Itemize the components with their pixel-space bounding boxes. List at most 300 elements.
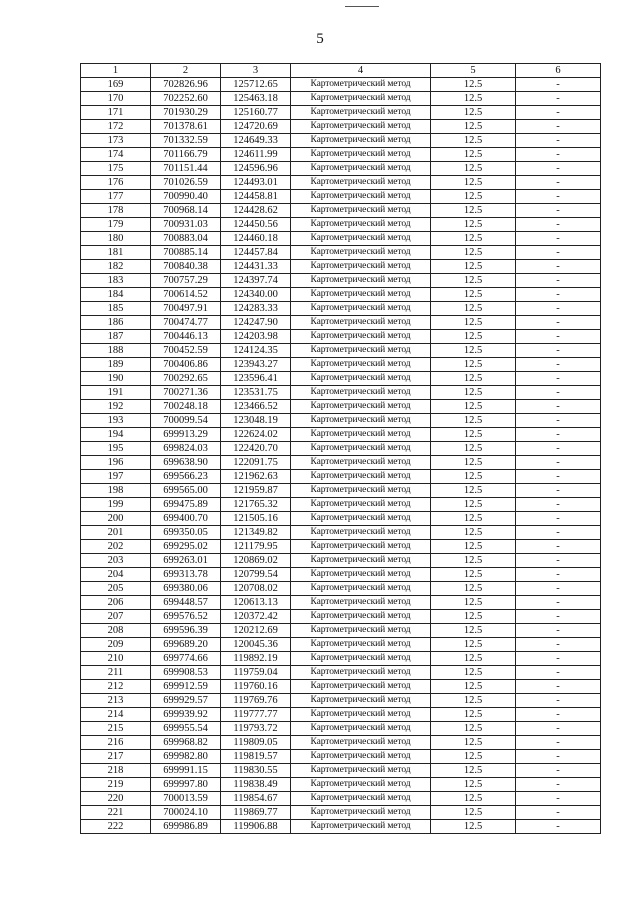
table-row xyxy=(81,498,601,512)
x-coordinate-cell: 699313.78 xyxy=(151,568,221,582)
y-coordinate-cell: 121962.63 xyxy=(221,470,291,484)
method-cell: Картометрический метод xyxy=(291,806,431,820)
y-coordinate-cell: 124431.33 xyxy=(221,260,291,274)
note-cell: - xyxy=(516,176,601,190)
point-number-cell: 179 xyxy=(81,218,151,232)
accuracy-cell: 12.5 xyxy=(431,344,516,358)
point-number-cell: 182 xyxy=(81,260,151,274)
y-coordinate-cell: 125160.77 xyxy=(221,106,291,120)
method-cell: Картометрический метод xyxy=(291,148,431,162)
table-row xyxy=(81,442,601,456)
table-row xyxy=(81,106,601,120)
point-number-cell: 213 xyxy=(81,694,151,708)
method-cell: Картометрический метод xyxy=(291,736,431,750)
note-cell: - xyxy=(516,92,601,106)
x-coordinate-cell: 699380.06 xyxy=(151,582,221,596)
table-row xyxy=(81,512,601,526)
y-coordinate-cell: 119809.05 xyxy=(221,736,291,750)
note-cell: - xyxy=(516,344,601,358)
note-cell: - xyxy=(516,302,601,316)
point-number-cell: 216 xyxy=(81,736,151,750)
method-cell: Картометрический метод xyxy=(291,232,431,246)
method-cell: Картометрический метод xyxy=(291,120,431,134)
table-row xyxy=(81,190,601,204)
y-coordinate-cell: 121349.82 xyxy=(221,526,291,540)
accuracy-cell: 12.5 xyxy=(431,554,516,568)
point-number-cell: 210 xyxy=(81,652,151,666)
x-coordinate-cell: 700968.14 xyxy=(151,204,221,218)
header-cell: 5 xyxy=(431,64,516,78)
note-cell: - xyxy=(516,78,601,92)
method-cell: Картометрический метод xyxy=(291,750,431,764)
note-cell: - xyxy=(516,526,601,540)
y-coordinate-cell: 123048.19 xyxy=(221,414,291,428)
method-cell: Картометрический метод xyxy=(291,176,431,190)
point-number-cell: 191 xyxy=(81,386,151,400)
x-coordinate-cell: 699350.05 xyxy=(151,526,221,540)
table-row xyxy=(81,78,601,92)
note-cell: - xyxy=(516,610,601,624)
y-coordinate-cell: 124283.33 xyxy=(221,302,291,316)
point-number-cell: 221 xyxy=(81,806,151,820)
table-row xyxy=(81,246,601,260)
note-cell: - xyxy=(516,540,601,554)
accuracy-cell: 12.5 xyxy=(431,204,516,218)
table-row xyxy=(81,764,601,778)
accuracy-cell: 12.5 xyxy=(431,750,516,764)
point-number-cell: 220 xyxy=(81,792,151,806)
accuracy-cell: 12.5 xyxy=(431,302,516,316)
note-cell: - xyxy=(516,680,601,694)
table-row xyxy=(81,792,601,806)
note-cell: - xyxy=(516,652,601,666)
point-number-cell: 219 xyxy=(81,778,151,792)
note-cell: - xyxy=(516,358,601,372)
table-row xyxy=(81,540,601,554)
note-cell: - xyxy=(516,414,601,428)
method-cell: Картометрический метод xyxy=(291,288,431,302)
accuracy-cell: 12.5 xyxy=(431,638,516,652)
y-coordinate-cell: 123466.52 xyxy=(221,400,291,414)
x-coordinate-cell: 699986.89 xyxy=(151,820,221,834)
point-number-cell: 198 xyxy=(81,484,151,498)
top-rule xyxy=(345,6,379,7)
table-row xyxy=(81,372,601,386)
method-cell: Картометрический метод xyxy=(291,162,431,176)
y-coordinate-cell: 124124.35 xyxy=(221,344,291,358)
x-coordinate-cell: 699991.15 xyxy=(151,764,221,778)
method-cell: Картометрический метод xyxy=(291,568,431,582)
method-cell: Картометрический метод xyxy=(291,792,431,806)
note-cell: - xyxy=(516,568,601,582)
method-cell: Картометрический метод xyxy=(291,316,431,330)
accuracy-cell: 12.5 xyxy=(431,806,516,820)
x-coordinate-cell: 699295.02 xyxy=(151,540,221,554)
note-cell: - xyxy=(516,190,601,204)
y-coordinate-cell: 119838.49 xyxy=(221,778,291,792)
accuracy-cell: 12.5 xyxy=(431,386,516,400)
point-number-cell: 204 xyxy=(81,568,151,582)
y-coordinate-cell: 119892.19 xyxy=(221,652,291,666)
accuracy-cell: 12.5 xyxy=(431,106,516,120)
point-number-cell: 215 xyxy=(81,722,151,736)
x-coordinate-cell: 699263.01 xyxy=(151,554,221,568)
method-cell: Картометрический метод xyxy=(291,554,431,568)
point-number-cell: 189 xyxy=(81,358,151,372)
point-number-cell: 208 xyxy=(81,624,151,638)
x-coordinate-cell: 699774.66 xyxy=(151,652,221,666)
accuracy-cell: 12.5 xyxy=(431,582,516,596)
accuracy-cell: 12.5 xyxy=(431,596,516,610)
y-coordinate-cell: 124460.18 xyxy=(221,232,291,246)
y-coordinate-cell: 124340.00 xyxy=(221,288,291,302)
note-cell: - xyxy=(516,246,601,260)
table-row xyxy=(81,708,601,722)
accuracy-cell: 12.5 xyxy=(431,414,516,428)
method-cell: Картометрический метод xyxy=(291,484,431,498)
table-row xyxy=(81,358,601,372)
note-cell: - xyxy=(516,694,601,708)
accuracy-cell: 12.5 xyxy=(431,484,516,498)
method-cell: Картометрический метод xyxy=(291,386,431,400)
x-coordinate-cell: 699596.39 xyxy=(151,624,221,638)
method-cell: Картометрический метод xyxy=(291,820,431,834)
y-coordinate-cell: 119869.77 xyxy=(221,806,291,820)
point-number-cell: 178 xyxy=(81,204,151,218)
table-row xyxy=(81,778,601,792)
y-coordinate-cell: 124611.99 xyxy=(221,148,291,162)
x-coordinate-cell: 700497.91 xyxy=(151,302,221,316)
note-cell: - xyxy=(516,232,601,246)
x-coordinate-cell: 700446.13 xyxy=(151,330,221,344)
note-cell: - xyxy=(516,386,601,400)
y-coordinate-cell: 121505.16 xyxy=(221,512,291,526)
table-row xyxy=(81,400,601,414)
table-row xyxy=(81,666,601,680)
x-coordinate-cell: 700840.38 xyxy=(151,260,221,274)
y-coordinate-cell: 120708.02 xyxy=(221,582,291,596)
note-cell: - xyxy=(516,106,601,120)
accuracy-cell: 12.5 xyxy=(431,694,516,708)
method-cell: Картометрический метод xyxy=(291,106,431,120)
method-cell: Картометрический метод xyxy=(291,610,431,624)
x-coordinate-cell: 700099.54 xyxy=(151,414,221,428)
x-coordinate-cell: 700406.86 xyxy=(151,358,221,372)
table-row xyxy=(81,162,601,176)
accuracy-cell: 12.5 xyxy=(431,260,516,274)
note-cell: - xyxy=(516,582,601,596)
x-coordinate-cell: 699955.54 xyxy=(151,722,221,736)
y-coordinate-cell: 124493.01 xyxy=(221,176,291,190)
page-number: 5 xyxy=(316,31,324,47)
x-coordinate-cell: 699913.29 xyxy=(151,428,221,442)
accuracy-cell: 12.5 xyxy=(431,624,516,638)
accuracy-cell: 12.5 xyxy=(431,778,516,792)
accuracy-cell: 12.5 xyxy=(431,820,516,834)
y-coordinate-cell: 123943.27 xyxy=(221,358,291,372)
note-cell: - xyxy=(516,470,601,484)
point-number-cell: 217 xyxy=(81,750,151,764)
table-row xyxy=(81,624,601,638)
note-cell: - xyxy=(516,498,601,512)
point-number-cell: 177 xyxy=(81,190,151,204)
note-cell: - xyxy=(516,162,601,176)
y-coordinate-cell: 120372.42 xyxy=(221,610,291,624)
method-cell: Картометрический метод xyxy=(291,218,431,232)
x-coordinate-cell: 699576.52 xyxy=(151,610,221,624)
method-cell: Картометрический метод xyxy=(291,694,431,708)
y-coordinate-cell: 124203.98 xyxy=(221,330,291,344)
accuracy-cell: 12.5 xyxy=(431,162,516,176)
point-number-cell: 184 xyxy=(81,288,151,302)
point-number-cell: 173 xyxy=(81,134,151,148)
method-cell: Картометрический метод xyxy=(291,764,431,778)
method-cell: Картометрический метод xyxy=(291,358,431,372)
accuracy-cell: 12.5 xyxy=(431,792,516,806)
method-cell: Картометрический метод xyxy=(291,372,431,386)
accuracy-cell: 12.5 xyxy=(431,400,516,414)
x-coordinate-cell: 701026.59 xyxy=(151,176,221,190)
accuracy-cell: 12.5 xyxy=(431,288,516,302)
x-coordinate-cell: 700292.65 xyxy=(151,372,221,386)
header-cell: 4 xyxy=(291,64,431,78)
x-coordinate-cell: 700931.03 xyxy=(151,218,221,232)
y-coordinate-cell: 124457.84 xyxy=(221,246,291,260)
table-row xyxy=(81,414,601,428)
accuracy-cell: 12.5 xyxy=(431,736,516,750)
note-cell: - xyxy=(516,750,601,764)
note-cell: - xyxy=(516,204,601,218)
table-row xyxy=(81,694,601,708)
point-number-cell: 205 xyxy=(81,582,151,596)
method-cell: Картометрический метод xyxy=(291,666,431,680)
method-cell: Картометрический метод xyxy=(291,540,431,554)
method-cell: Картометрический метод xyxy=(291,260,431,274)
x-coordinate-cell: 701930.29 xyxy=(151,106,221,120)
x-coordinate-cell: 699448.57 xyxy=(151,596,221,610)
note-cell: - xyxy=(516,708,601,722)
x-coordinate-cell: 699824.03 xyxy=(151,442,221,456)
point-number-cell: 212 xyxy=(81,680,151,694)
method-cell: Картометрический метод xyxy=(291,708,431,722)
note-cell: - xyxy=(516,764,601,778)
y-coordinate-cell: 122420.70 xyxy=(221,442,291,456)
note-cell: - xyxy=(516,330,601,344)
note-cell: - xyxy=(516,624,601,638)
note-cell: - xyxy=(516,456,601,470)
y-coordinate-cell: 124450.56 xyxy=(221,218,291,232)
point-number-cell: 202 xyxy=(81,540,151,554)
table-row xyxy=(81,680,601,694)
accuracy-cell: 12.5 xyxy=(431,176,516,190)
y-coordinate-cell: 122624.02 xyxy=(221,428,291,442)
table-row xyxy=(81,344,601,358)
table-row xyxy=(81,134,601,148)
note-cell: - xyxy=(516,806,601,820)
accuracy-cell: 12.5 xyxy=(431,120,516,134)
point-number-cell: 192 xyxy=(81,400,151,414)
accuracy-cell: 12.5 xyxy=(431,316,516,330)
x-coordinate-cell: 700757.29 xyxy=(151,274,221,288)
method-cell: Картометрический метод xyxy=(291,246,431,260)
method-cell: Картометрический метод xyxy=(291,442,431,456)
point-number-cell: 194 xyxy=(81,428,151,442)
table-row xyxy=(81,610,601,624)
header-cell: 6 xyxy=(516,64,601,78)
accuracy-cell: 12.5 xyxy=(431,456,516,470)
y-coordinate-cell: 120799.54 xyxy=(221,568,291,582)
note-cell: - xyxy=(516,260,601,274)
point-number-cell: 203 xyxy=(81,554,151,568)
note-cell: - xyxy=(516,148,601,162)
method-cell: Картометрический метод xyxy=(291,526,431,540)
method-cell: Картометрический метод xyxy=(291,624,431,638)
point-number-cell: 186 xyxy=(81,316,151,330)
table-row xyxy=(81,806,601,820)
y-coordinate-cell: 119906.88 xyxy=(221,820,291,834)
method-cell: Картометрический метод xyxy=(291,78,431,92)
point-number-cell: 207 xyxy=(81,610,151,624)
accuracy-cell: 12.5 xyxy=(431,764,516,778)
accuracy-cell: 12.5 xyxy=(431,442,516,456)
x-coordinate-cell: 699968.82 xyxy=(151,736,221,750)
point-number-cell: 193 xyxy=(81,414,151,428)
point-number-cell: 176 xyxy=(81,176,151,190)
method-cell: Картометрический метод xyxy=(291,582,431,596)
point-number-cell: 187 xyxy=(81,330,151,344)
y-coordinate-cell: 124596.96 xyxy=(221,162,291,176)
accuracy-cell: 12.5 xyxy=(431,218,516,232)
accuracy-cell: 12.5 xyxy=(431,568,516,582)
accuracy-cell: 12.5 xyxy=(431,722,516,736)
accuracy-cell: 12.5 xyxy=(431,666,516,680)
method-cell: Картометрический метод xyxy=(291,92,431,106)
accuracy-cell: 12.5 xyxy=(431,680,516,694)
accuracy-cell: 12.5 xyxy=(431,190,516,204)
y-coordinate-cell: 123531.75 xyxy=(221,386,291,400)
table-row xyxy=(81,484,601,498)
table-row xyxy=(81,750,601,764)
accuracy-cell: 12.5 xyxy=(431,610,516,624)
point-number-cell: 197 xyxy=(81,470,151,484)
note-cell: - xyxy=(516,428,601,442)
method-cell: Картометрический метод xyxy=(291,638,431,652)
method-cell: Картометрический метод xyxy=(291,498,431,512)
x-coordinate-cell: 699565.00 xyxy=(151,484,221,498)
point-number-cell: 200 xyxy=(81,512,151,526)
x-coordinate-cell: 699982.80 xyxy=(151,750,221,764)
accuracy-cell: 12.5 xyxy=(431,372,516,386)
point-number-cell: 170 xyxy=(81,92,151,106)
note-cell: - xyxy=(516,134,601,148)
y-coordinate-cell: 124247.90 xyxy=(221,316,291,330)
table-header-row xyxy=(81,64,601,78)
table-row xyxy=(81,288,601,302)
x-coordinate-cell: 702826.96 xyxy=(151,78,221,92)
method-cell: Картометрический метод xyxy=(291,596,431,610)
note-cell: - xyxy=(516,666,601,680)
method-cell: Картометрический метод xyxy=(291,344,431,358)
table-row xyxy=(81,582,601,596)
y-coordinate-cell: 124458.81 xyxy=(221,190,291,204)
table-row xyxy=(81,526,601,540)
accuracy-cell: 12.5 xyxy=(431,148,516,162)
table-row xyxy=(81,596,601,610)
y-coordinate-cell: 124720.69 xyxy=(221,120,291,134)
accuracy-cell: 12.5 xyxy=(431,246,516,260)
table-row xyxy=(81,274,601,288)
method-cell: Картометрический метод xyxy=(291,414,431,428)
y-coordinate-cell: 121765.32 xyxy=(221,498,291,512)
method-cell: Картометрический метод xyxy=(291,134,431,148)
y-coordinate-cell: 125712.65 xyxy=(221,78,291,92)
point-number-cell: 172 xyxy=(81,120,151,134)
x-coordinate-cell: 699638.90 xyxy=(151,456,221,470)
table-row xyxy=(81,652,601,666)
accuracy-cell: 12.5 xyxy=(431,708,516,722)
point-number-cell: 190 xyxy=(81,372,151,386)
point-number-cell: 185 xyxy=(81,302,151,316)
point-number-cell: 183 xyxy=(81,274,151,288)
method-cell: Картометрический метод xyxy=(291,204,431,218)
accuracy-cell: 12.5 xyxy=(431,526,516,540)
x-coordinate-cell: 701166.79 xyxy=(151,148,221,162)
x-coordinate-cell: 700474.77 xyxy=(151,316,221,330)
note-cell: - xyxy=(516,442,601,456)
accuracy-cell: 12.5 xyxy=(431,330,516,344)
x-coordinate-cell: 699997.80 xyxy=(151,778,221,792)
y-coordinate-cell: 124649.33 xyxy=(221,134,291,148)
table-row xyxy=(81,120,601,134)
x-coordinate-cell: 699689.20 xyxy=(151,638,221,652)
note-cell: - xyxy=(516,722,601,736)
accuracy-cell: 12.5 xyxy=(431,540,516,554)
y-coordinate-cell: 120613.13 xyxy=(221,596,291,610)
method-cell: Картометрический метод xyxy=(291,722,431,736)
table-row xyxy=(81,722,601,736)
y-coordinate-cell: 120212.69 xyxy=(221,624,291,638)
method-cell: Картометрический метод xyxy=(291,330,431,344)
x-coordinate-cell: 700024.10 xyxy=(151,806,221,820)
accuracy-cell: 12.5 xyxy=(431,78,516,92)
method-cell: Картометрический метод xyxy=(291,302,431,316)
y-coordinate-cell: 119830.55 xyxy=(221,764,291,778)
note-cell: - xyxy=(516,274,601,288)
y-coordinate-cell: 119760.16 xyxy=(221,680,291,694)
table-row xyxy=(81,428,601,442)
method-cell: Картометрический метод xyxy=(291,652,431,666)
point-number-cell: 214 xyxy=(81,708,151,722)
x-coordinate-cell: 700885.14 xyxy=(151,246,221,260)
table-row xyxy=(81,302,601,316)
x-coordinate-cell: 699939.92 xyxy=(151,708,221,722)
method-cell: Картометрический метод xyxy=(291,274,431,288)
x-coordinate-cell: 700990.40 xyxy=(151,190,221,204)
x-coordinate-cell: 699566.23 xyxy=(151,470,221,484)
point-number-cell: 188 xyxy=(81,344,151,358)
accuracy-cell: 12.5 xyxy=(431,512,516,526)
point-number-cell: 175 xyxy=(81,162,151,176)
method-cell: Картометрический метод xyxy=(291,400,431,414)
y-coordinate-cell: 123596.41 xyxy=(221,372,291,386)
accuracy-cell: 12.5 xyxy=(431,134,516,148)
y-coordinate-cell: 125463.18 xyxy=(221,92,291,106)
method-cell: Картометрический метод xyxy=(291,778,431,792)
note-cell: - xyxy=(516,120,601,134)
x-coordinate-cell: 700013.59 xyxy=(151,792,221,806)
table-row xyxy=(81,736,601,750)
method-cell: Картометрический метод xyxy=(291,428,431,442)
